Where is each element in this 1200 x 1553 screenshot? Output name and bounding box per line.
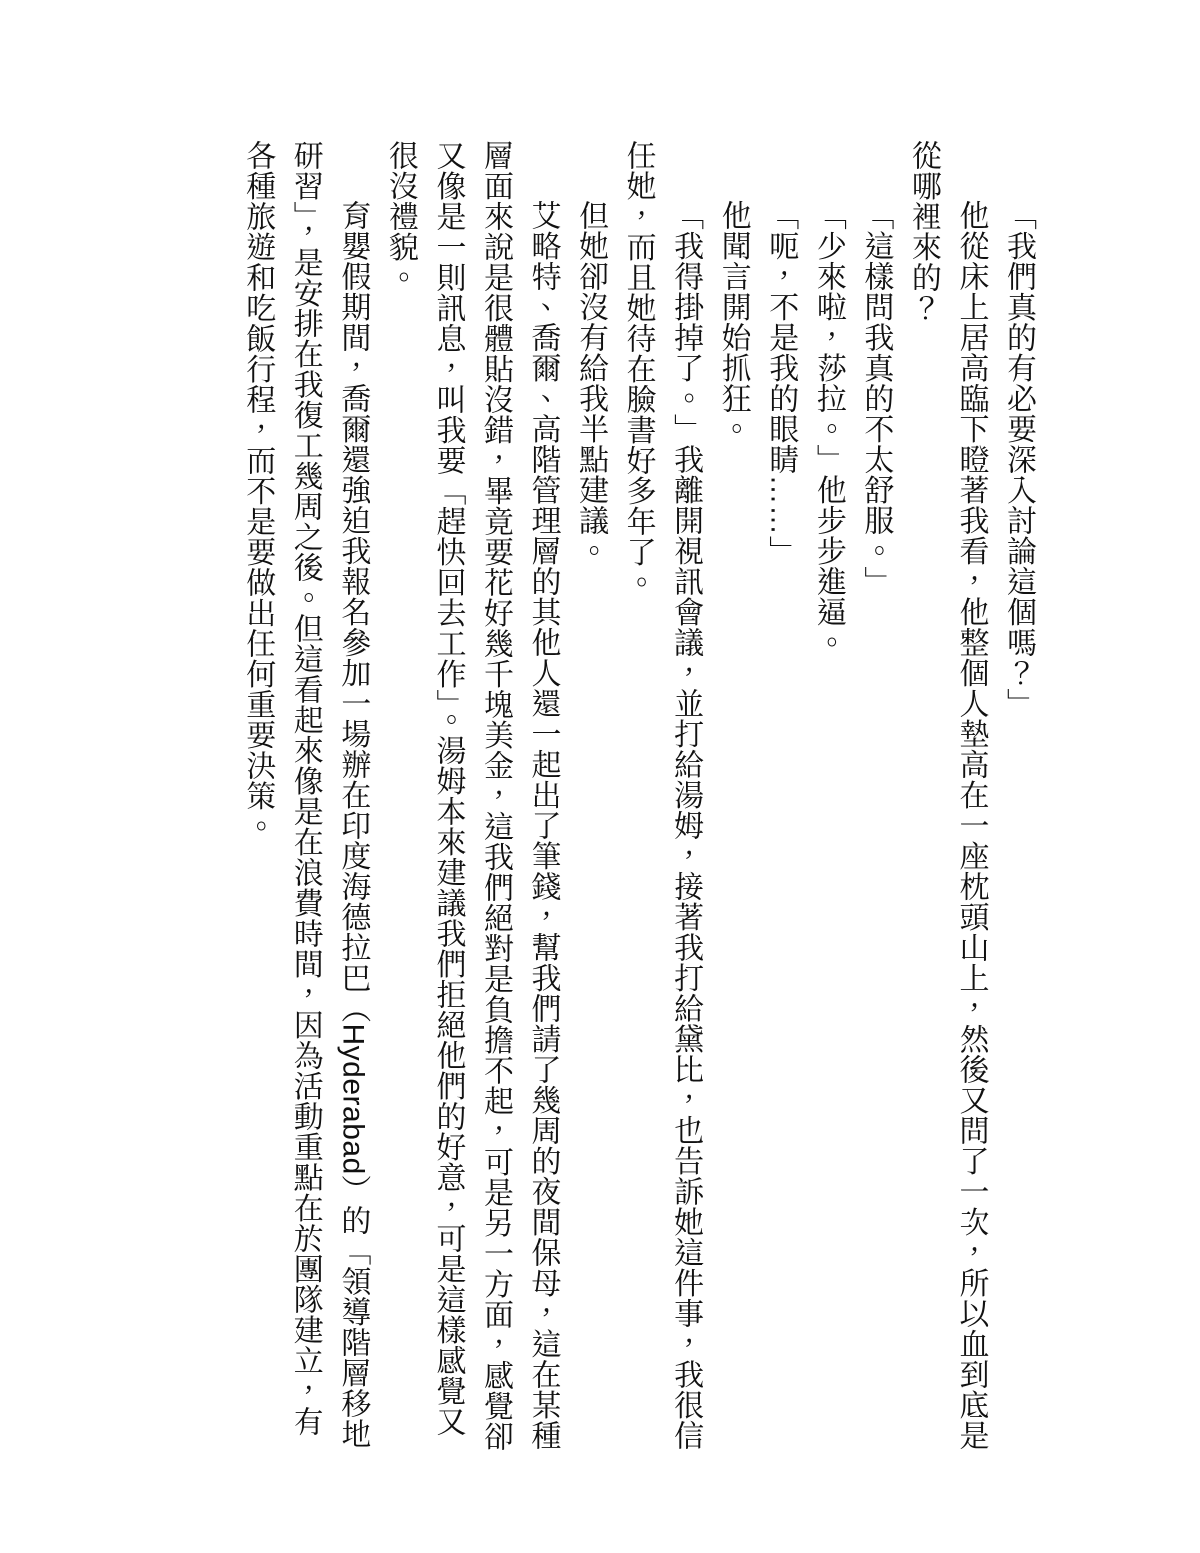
- paragraph: 育嬰假期間，喬爾還強迫我報名參加一場辦在印度海德拉巴（Hyderabad）的「領導階層移地研習」，是安排在我復工幾周之後。但這看起來像是在浪費時間，因為活動重點在於團隊建立，有各種旅遊和吃飯行程，而不是要做出任何重要決策。: [241, 140, 370, 1450]
- paragraph: 但她卻沒有給我半點建議。: [574, 200, 608, 566]
- paragraph: 「我得掛掉了。」我離開視訊會議，並打給湯姆，接著我打給黛比，也告訴她這件事，我很信任她，而且她待在臉書好多年了。: [621, 140, 703, 1451]
- paragraph: 「我們真的有必要深入討論這個嗎？」: [1002, 200, 1035, 719]
- paragraph: 「呃，不是我的眼睛……」: [764, 200, 798, 566]
- paragraph: 艾略特、喬爾、高階管理層的其他人還一起出了筆錢，幫我們請了幾周的夜間保母，這在某種層面來說是很體貼沒錯，畢竟要花好幾千塊美金，這我們絕對是負擔不起，可是另一方面，感覺卻又像是一則訊息，叫我要「趕快回去工作」。湯姆本來建議我們拒絕他們的好意，可是這樣感覺又很沒禮貌。: [383, 140, 560, 1452]
- paragraph: 他從床上居高臨下瞪著我看，他整個人墊高在一座枕頭山上，然後又問了一次，所以血到底是從哪裡來的？: [906, 140, 988, 1451]
- paragraph: 「少來啦，莎拉。」他步步進逼。: [811, 200, 845, 658]
- paragraph: 「這樣問我真的不太舒服。」: [859, 200, 893, 597]
- paragraph: 他聞言開始抓狂。: [716, 200, 750, 444]
- vertical-text-block: [234, 140, 1042, 1456]
